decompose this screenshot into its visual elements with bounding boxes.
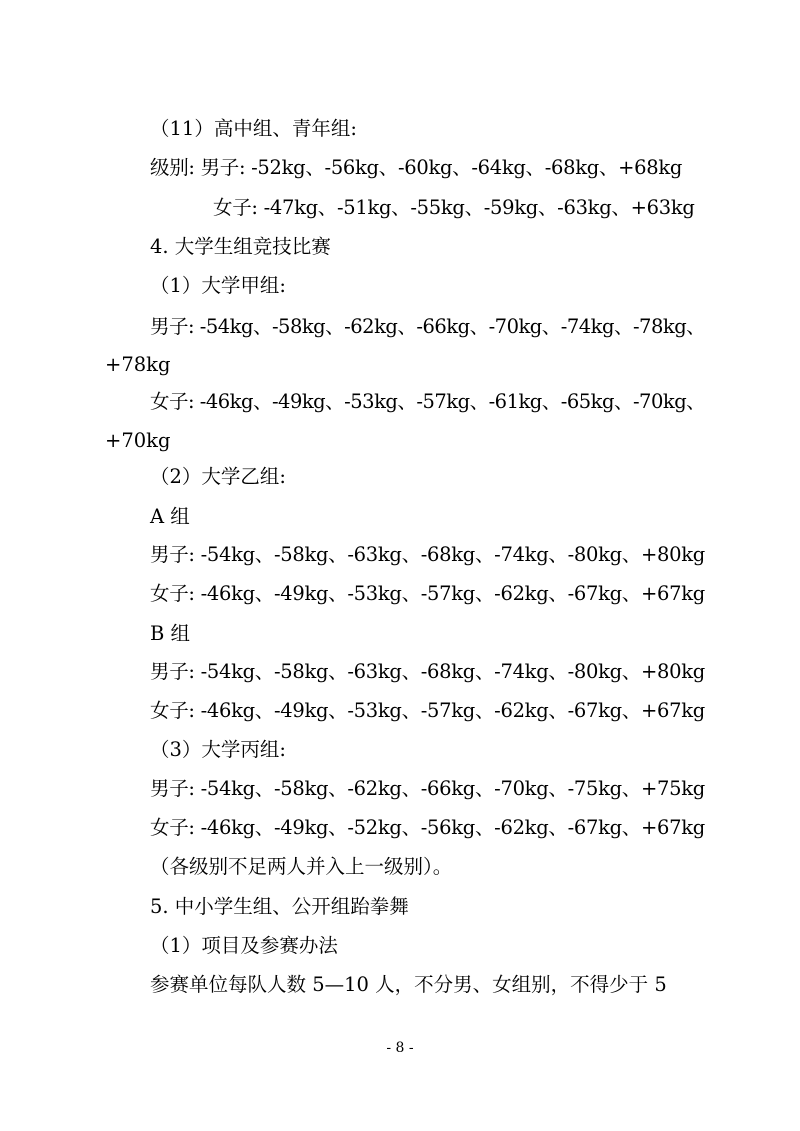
weight-classes-male-university-a-continued: +78kg <box>105 353 171 376</box>
section-heading-high-school-youth: （11）高中组、青年组: <box>150 117 357 140</box>
weight-classes-male-university-a: 男子: -54kg、-58kg、-62kg、-66kg、-70kg、-74kg、-78kg、 <box>150 315 706 338</box>
weight-classes-female-group-b: 女子: -46kg、-49kg、-53kg、-57kg、-62kg、-67kg、+67kg <box>150 699 705 722</box>
weight-classes-female-group-a: 女子: -46kg、-49kg、-53kg、-57kg、-62kg、-67kg、+67kg <box>150 582 705 605</box>
section-heading-poomsae-dance: 5. 中小学生组、公开组跆拳舞 <box>150 895 409 918</box>
group-a-heading: A 组 <box>150 505 190 528</box>
subsection-heading-university-c: （3）大学丙组: <box>150 738 286 761</box>
group-b-heading: B 组 <box>150 622 191 645</box>
weight-classes-male-high-school: 级别: 男子: -52kg、-56kg、-60kg、-64kg、-68kg、+68kg <box>150 156 683 179</box>
weight-classes-female-university-c: 女子: -46kg、-49kg、-52kg、-56kg、-62kg、-67kg、+67kg <box>150 816 705 839</box>
weight-classes-female-university-a: 女子: -46kg、-49kg、-53kg、-57kg、-61kg、-65kg、-70kg、 <box>150 390 706 413</box>
weight-classes-male-group-a: 男子: -54kg、-58kg、-63kg、-68kg、-74kg、-80kg、+80kg <box>150 543 705 566</box>
subsection-heading-university-a: （1）大学甲组: <box>150 274 286 297</box>
team-size-rule: 参赛单位每队人数 5—10 人，不分男、女组别，不得少于 5 <box>150 973 667 996</box>
merge-note: （各级别不足两人并入上一级别）。 <box>150 855 453 878</box>
weight-classes-male-group-b: 男子: -54kg、-58kg、-63kg、-68kg、-74kg、-80kg、+80kg <box>150 660 705 683</box>
weight-classes-male-university-c: 男子: -54kg、-58kg、-62kg、-66kg、-70kg、-75kg、+75kg <box>150 777 705 800</box>
page-number: - 8 - <box>386 1040 414 1056</box>
weight-classes-female-high-school: 女子: -47kg、-51kg、-55kg、-59kg、-63kg、+63kg <box>213 196 695 219</box>
weight-classes-female-university-a-continued: +70kg <box>105 429 171 452</box>
section-heading-university: 4. 大学生组竞技比赛 <box>150 235 331 258</box>
subsection-heading-events-rules: （1）项目及参赛办法 <box>150 934 338 957</box>
subsection-heading-university-b: （2）大学乙组: <box>150 465 286 488</box>
